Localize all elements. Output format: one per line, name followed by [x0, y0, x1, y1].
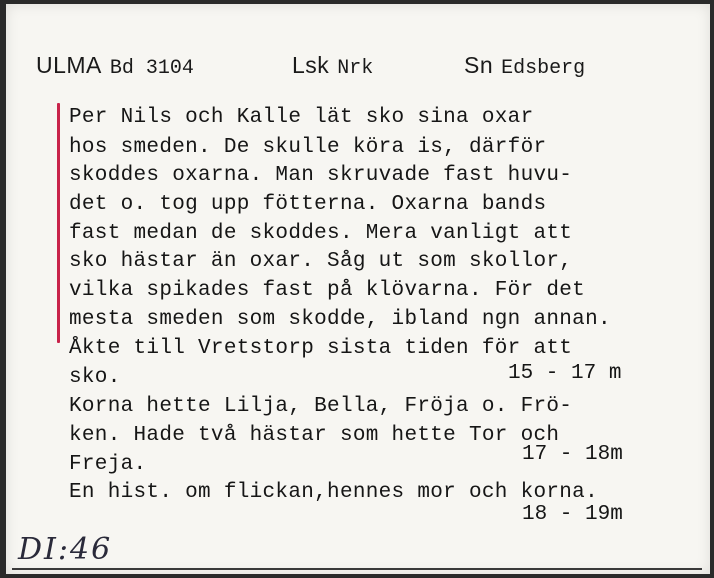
text-line: mesta smeden som skodde, ibland ngn annan.: [69, 308, 611, 331]
text-line: sko hästar än oxar. Såg ut som skollor,: [69, 250, 573, 273]
header-lsk-value: Nrk: [337, 57, 374, 80]
text-line: En hist. om flickan,hennes mor och korna.: [69, 481, 598, 504]
handwritten-signature: DI:46: [18, 532, 113, 567]
text-line: skoddes oxarna. Man skruvade fast huvu-: [69, 164, 573, 187]
page-ref: 17 - 18m: [522, 443, 623, 466]
text-line: Korna hette Lilja, Bella, Fröja o. Frö-: [69, 395, 573, 418]
bottom-rule: [12, 568, 702, 570]
page-ref: 15 - 17 m: [508, 362, 622, 385]
header-archive: ULMA Bd 3104: [36, 52, 194, 80]
text-line: Åkte till Vretstorp sista tiden för att: [69, 337, 573, 360]
text-line: Per Nils och Kalle lät sko sina oxar: [69, 106, 534, 129]
page-ref: 18 - 19m: [522, 503, 623, 526]
margin-red-line: [57, 103, 60, 343]
header-sn: Sn Edsberg: [464, 52, 586, 80]
text-line: fast medan de skoddes. Mera vanligt att: [69, 222, 573, 245]
text-line: Freja.: [69, 453, 147, 476]
header-bd: Bd 3104: [109, 57, 194, 80]
header-lsk: Lsk Nrk: [292, 52, 374, 80]
text-line: vilka spikades fast på klövarna. För det: [69, 279, 586, 302]
text-line: hos smeden. De skulle köra is, därför: [69, 136, 547, 159]
text-line: det o. tog upp fötterna. Oxarna bands: [69, 193, 547, 216]
text-line: ken. Hade två hästar som hette Tor och: [69, 424, 560, 447]
text-line: sko.: [69, 366, 121, 389]
header-sn-value: Edsberg: [501, 57, 586, 80]
